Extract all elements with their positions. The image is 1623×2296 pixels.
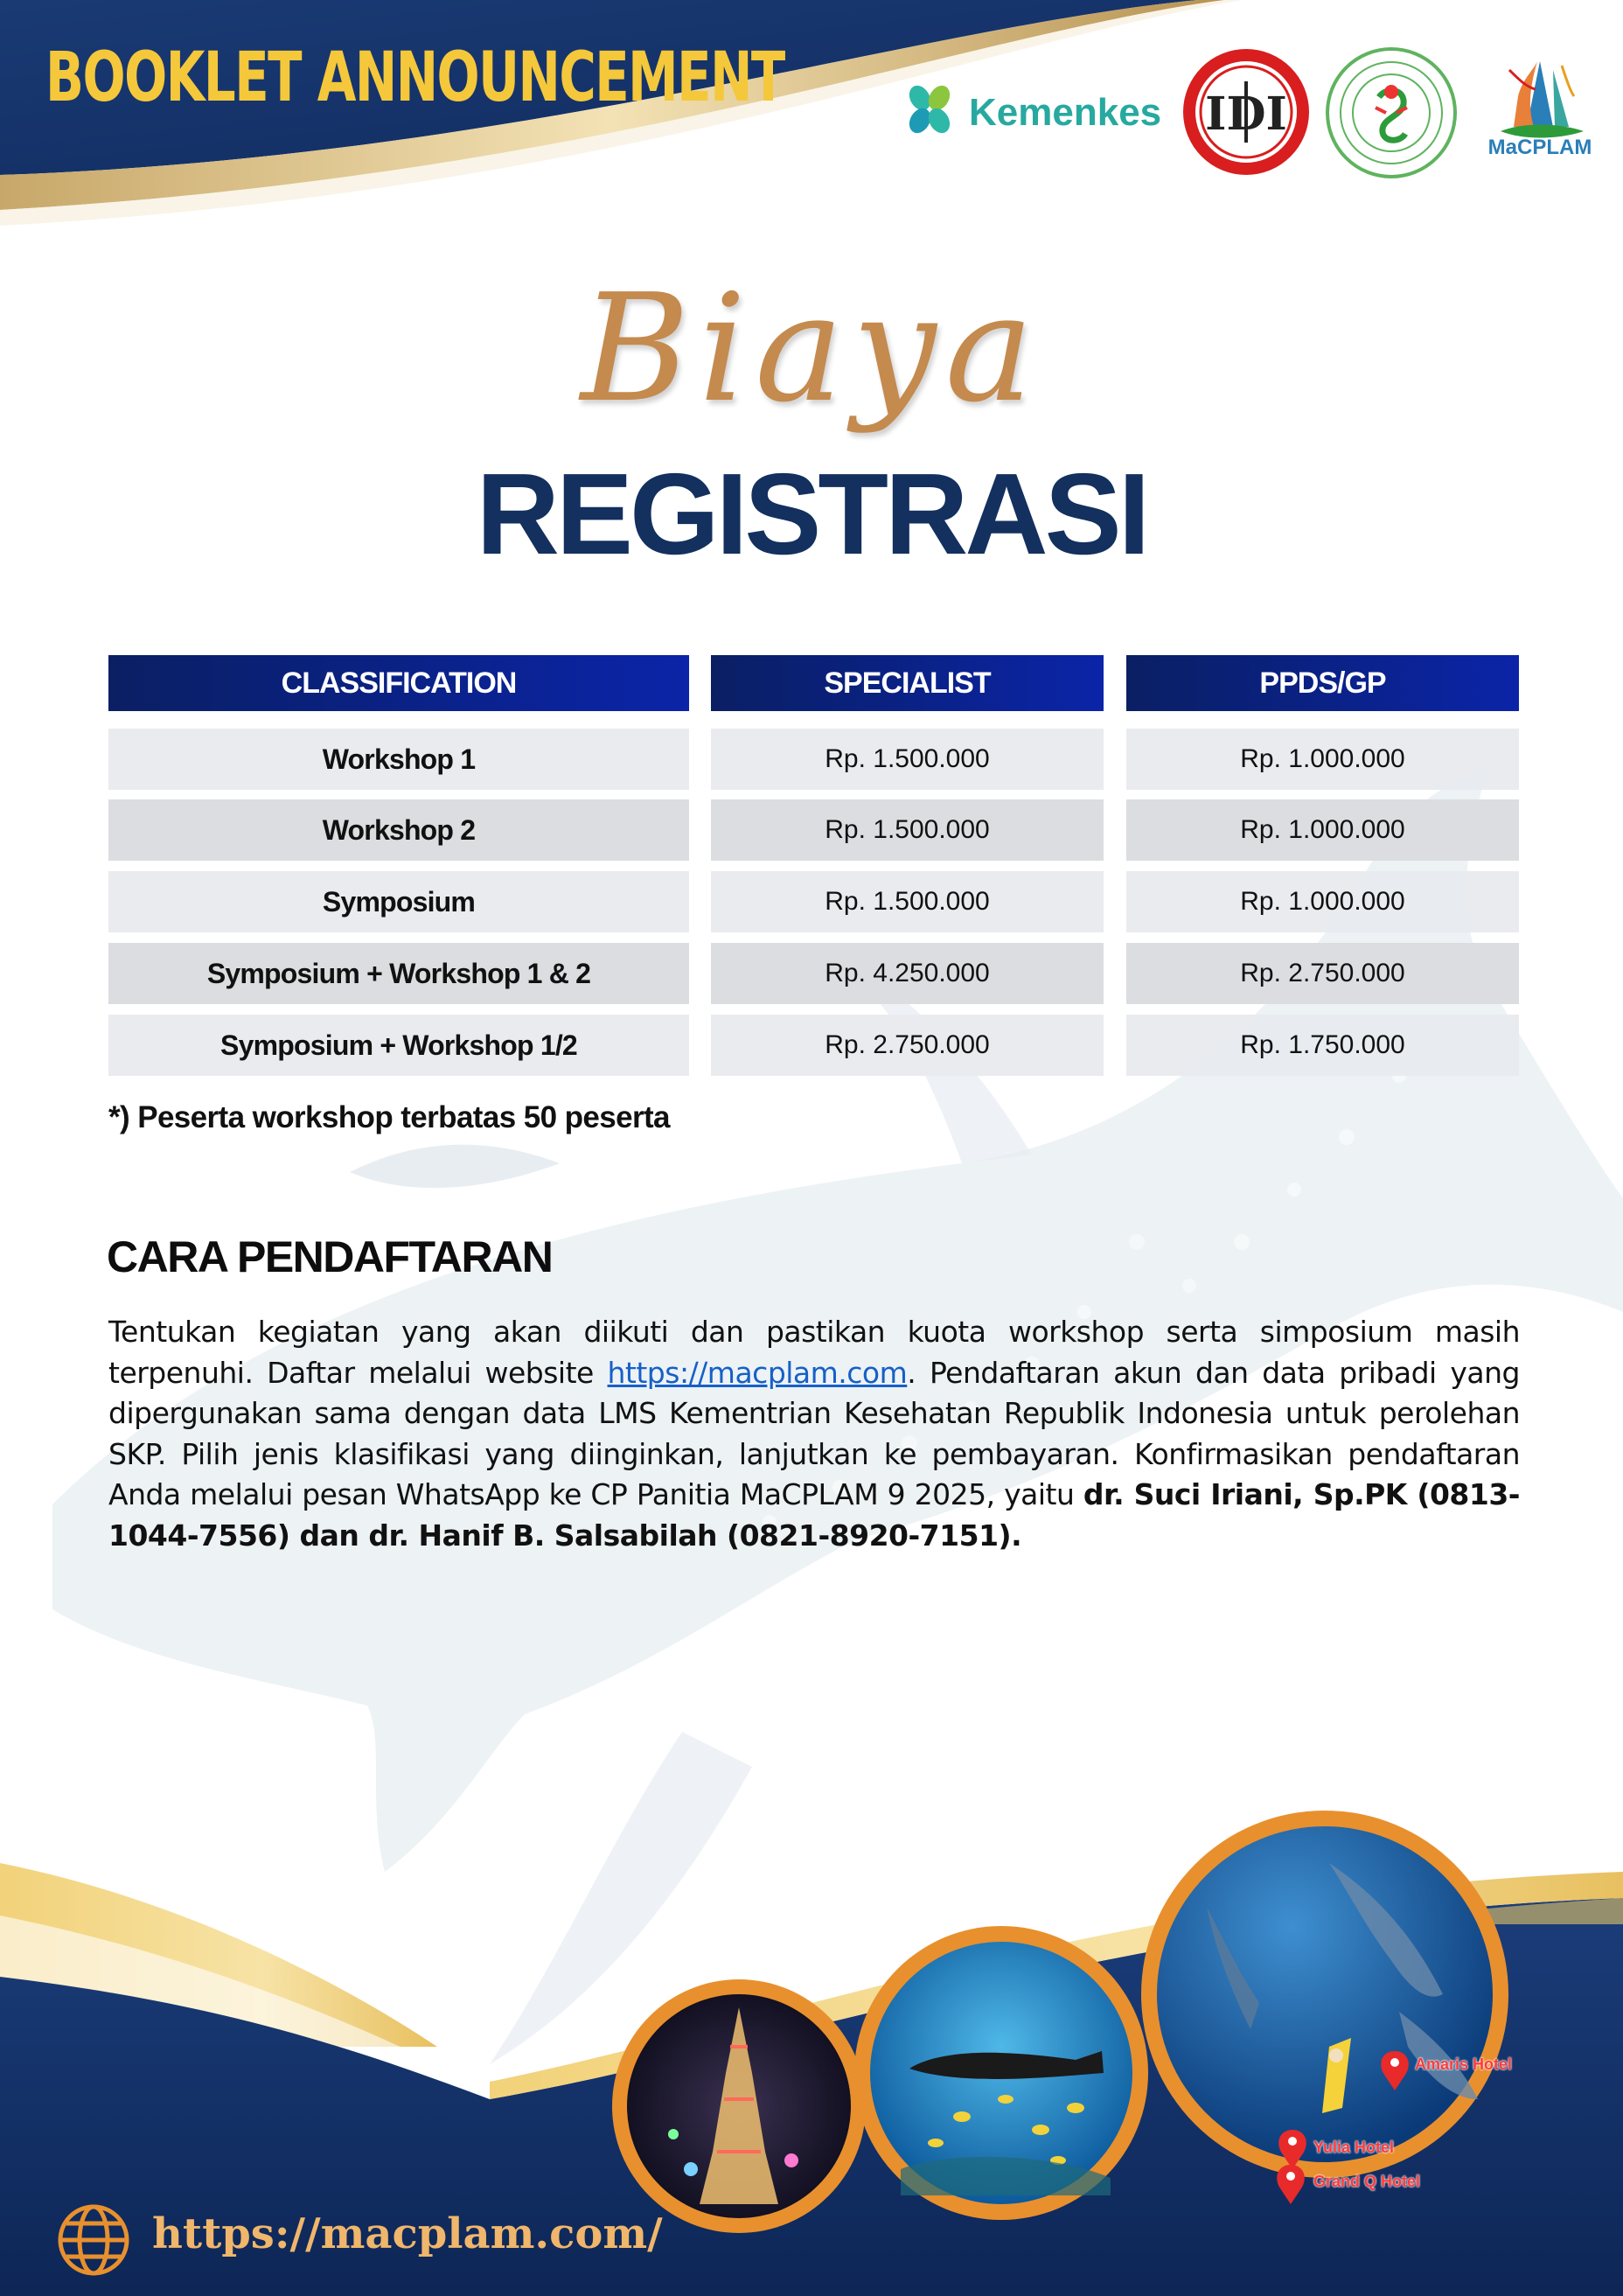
website-link[interactable]: https://macplam.com xyxy=(607,1355,908,1390)
table-cell-classification: Workshop 1 xyxy=(108,729,689,790)
col-header-classification: CLASSIFICATION xyxy=(108,655,689,711)
instructions-text-2: . Pendaftaran akun dan data pribadi yang dipergunakan sama dengan data LMS Kementrian Kesehatan Republik Indonesia untuk perolehan SKP. Pilih jenis klasifikasi yang diinginkan, lanjutkan ke pembayaran. Konfirmasikan pendaftaran Anda melalui pesan WhatsApp ke CP Panitia MaCPLAM 9 2025, yaitu xyxy=(108,1355,1520,1511)
svg-text:IDI: IDI xyxy=(1205,87,1287,141)
table-cell-classification: Symposium + Workshop 1/2 xyxy=(108,1015,689,1076)
map-pin-yulia-hotel: Yulia Hotel xyxy=(1313,2139,1395,2156)
workshop-limit-note: *) Peserta workshop terbatas 50 peserta xyxy=(108,1100,670,1134)
table-cell-specialist: Rp. 2.750.000 xyxy=(711,1015,1104,1076)
title-script-biaya: Biaya xyxy=(580,262,1043,436)
table-cell-ppds-gp: Rp. 1.000.000 xyxy=(1126,799,1519,861)
col-header-specialist: SPECIALIST xyxy=(711,655,1104,711)
contact-persons: dr. Suci Iriani, Sp.PK (0813-1044-7556) dan dr. Hanif B. Salsabilah (0821-8920-7151) xyxy=(108,1477,1520,1553)
map-pin-amaris-hotel: Amaris Hotel xyxy=(1415,2055,1513,2073)
registration-instructions xyxy=(108,1312,1520,1556)
table-cell-ppds-gp: Rp. 1.750.000 xyxy=(1126,1015,1519,1076)
table-cell-ppds-gp: Rp. 1.000.000 xyxy=(1126,871,1519,932)
table-cell-classification: Workshop 2 xyxy=(108,799,689,861)
page-title: REGISTRASI xyxy=(476,450,1147,578)
footer-website-url[interactable]: https://macplam.com/ xyxy=(152,2209,663,2258)
idi-logo xyxy=(1181,46,1312,178)
booklet-title: BOOKLET ANNOUNCEMENT xyxy=(45,38,784,117)
table-cell-ppds-gp: Rp. 2.750.000 xyxy=(1126,943,1519,1004)
col-header-ppds-gp: PPDS/GP xyxy=(1126,655,1519,711)
instructions-text-1: Tentukan kegiatan yang akan diikuti dan pastikan kuota workshop serta simposium masih terpenuhi. Daftar melalui website xyxy=(108,1315,1520,1390)
macplam-logo-text: MaCPLAM xyxy=(1487,136,1592,159)
table-cell-specialist: Rp. 1.500.000 xyxy=(711,871,1104,932)
kemenkes-logo-icon xyxy=(901,80,958,138)
table-cell-ppds-gp: Rp. 1.000.000 xyxy=(1126,729,1519,790)
map-pin-grand-q-hotel: Grand Q Hotel xyxy=(1313,2173,1421,2190)
table-cell-classification: Symposium xyxy=(108,871,689,932)
table-cell-specialist: Rp. 1.500.000 xyxy=(711,799,1104,861)
table-cell-specialist: Rp. 4.250.000 xyxy=(711,943,1104,1004)
table-cell-classification: Symposium + Workshop 1 & 2 xyxy=(108,943,689,1004)
section-title-registration: CARA PENDAFTARAN xyxy=(107,1232,553,1281)
instructions-end: . xyxy=(1011,1518,1022,1553)
globe-icon xyxy=(56,2202,131,2278)
pds-patklin-logo xyxy=(1325,46,1458,179)
table-cell-specialist: Rp. 1.500.000 xyxy=(711,729,1104,790)
kemenkes-logo-text: Kemenkes xyxy=(969,91,1162,134)
